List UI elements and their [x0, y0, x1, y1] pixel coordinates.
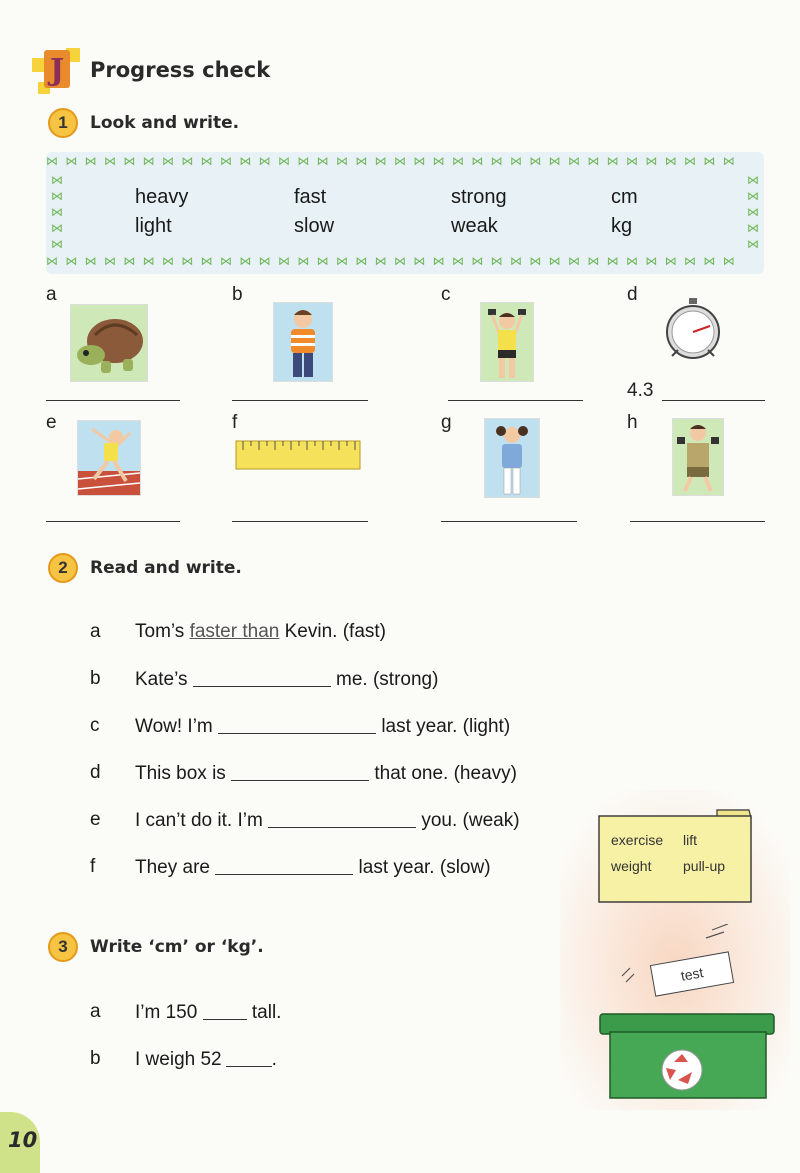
bow-border-right: ⋈ ⋈ ⋈ ⋈ ⋈ — [747, 173, 759, 251]
item-d-time: 4.3 — [627, 380, 654, 401]
sentence-2c-before: Wow! I’m — [135, 716, 213, 737]
answer-blank-3b[interactable] — [226, 1048, 272, 1067]
ruler-picture — [235, 440, 361, 470]
item-h-label: h — [627, 412, 638, 433]
page-number: 10 — [8, 1128, 38, 1152]
answer-line-c[interactable] — [448, 400, 583, 401]
sentence-2a-example-answer: faster than — [189, 621, 280, 642]
exercise-1-heading: Look and write. — [90, 113, 240, 133]
runner-picture — [77, 420, 141, 496]
folder-word-exercise: exercise — [611, 832, 664, 848]
word-weak: weak — [451, 215, 498, 237]
sentence-2e-after: you. (weak) — [421, 810, 520, 831]
exercise-1-number: 1 — [48, 108, 78, 138]
sentence-3b-after: . — [271, 1049, 277, 1070]
folder-word-lift: lift — [683, 832, 697, 848]
word-kg: kg — [611, 215, 633, 237]
stopwatch-picture — [664, 296, 722, 362]
page-title: Progress check — [90, 58, 271, 82]
sentence-2d-before: This box is — [135, 763, 226, 784]
sentence-2e-label: e — [90, 809, 101, 830]
item-b-label: b — [232, 284, 243, 305]
word-cm: cm — [611, 186, 638, 208]
sentence-3b-label: b — [90, 1048, 101, 1069]
sentence-2f-after: last year. (slow) — [358, 857, 491, 878]
section-letter: J — [49, 53, 65, 88]
exercise-3-number: 3 — [48, 932, 78, 962]
sentence-2a-after: Kevin. (fast) — [284, 621, 386, 642]
answer-line-f[interactable] — [232, 521, 368, 522]
sentence-2b-label: b — [90, 668, 101, 689]
word-fast: fast — [294, 186, 327, 208]
answer-blank-2c[interactable] — [218, 715, 376, 734]
word-slow: slow — [294, 215, 335, 237]
tortoise-picture — [70, 304, 148, 382]
exercise-3-heading: Write ‘cm’ or ‘kg’. — [90, 937, 264, 957]
answer-line-a[interactable] — [46, 400, 180, 401]
answer-line-e[interactable] — [46, 521, 180, 522]
item-a-label: a — [46, 284, 57, 305]
sentence-2b-after: me. (strong) — [336, 669, 439, 690]
answer-line-h[interactable] — [630, 521, 765, 522]
word-folder — [597, 808, 753, 904]
item-d-label: d — [627, 284, 638, 305]
section-j-badge — [32, 44, 80, 96]
folder-word-weight: weight — [611, 858, 652, 874]
item-f-label: f — [232, 412, 238, 433]
sentence-3b-before: I weigh 52 — [135, 1049, 222, 1070]
sentence-3a-label: a — [90, 1001, 101, 1022]
answer-blank-3a[interactable] — [203, 1001, 247, 1020]
sentence-2a-before: Tom’s — [135, 621, 185, 642]
word-strong: strong — [451, 186, 507, 208]
sentence-2c-after: last year. (light) — [381, 716, 511, 737]
answer-blank-2e[interactable] — [268, 809, 416, 828]
test-paper-note: test — [650, 951, 734, 996]
item-e-label: e — [46, 412, 57, 433]
item-g-label: g — [441, 412, 452, 433]
word-light: light — [135, 215, 172, 237]
sentence-2b-before: Kate’s — [135, 669, 188, 690]
sentence-3a-after: tall. — [251, 1002, 282, 1023]
bow-border-bottom: ⋈ ⋈ ⋈ ⋈ ⋈ ⋈ ⋈ ⋈ ⋈ ⋈ ⋈ ⋈ ⋈ ⋈ ⋈ ⋈ ⋈ ⋈ ⋈ ⋈ ⋈ ⋈ ⋈ ⋈ ⋈ ⋈ ⋈ ⋈ ⋈ ⋈ ⋈ ⋈ ⋈ ⋈ ⋈ ⋈ — [46, 254, 737, 268]
exercise-2-heading: Read and write. — [90, 558, 242, 578]
girl-standing-picture — [484, 418, 540, 498]
bow-border-top: ⋈ ⋈ ⋈ ⋈ ⋈ ⋈ ⋈ ⋈ ⋈ ⋈ ⋈ ⋈ ⋈ ⋈ ⋈ ⋈ ⋈ ⋈ ⋈ ⋈ ⋈ ⋈ ⋈ ⋈ ⋈ ⋈ ⋈ ⋈ ⋈ ⋈ ⋈ ⋈ ⋈ ⋈ ⋈ ⋈ — [46, 154, 737, 168]
answer-line-b[interactable] — [232, 400, 368, 401]
sentence-2e-before: I can’t do it. I’m — [135, 810, 263, 831]
answer-blank-2b[interactable] — [193, 668, 331, 687]
boy-straining-picture — [672, 418, 724, 496]
folder-shape — [597, 808, 753, 904]
sentence-3a-before: I’m 150 — [135, 1002, 198, 1023]
sentence-2f-label: f — [90, 856, 96, 877]
bow-border-left: ⋈ ⋈ ⋈ ⋈ ⋈ — [51, 173, 63, 251]
sentence-2d-label: d — [90, 762, 101, 783]
girl-lifting-picture — [480, 302, 534, 382]
word-heavy: heavy — [135, 186, 189, 208]
sentence-2f-before: They are — [135, 857, 210, 878]
boy-picture — [273, 302, 333, 382]
sentence-2d-after: that one. (heavy) — [374, 763, 517, 784]
answer-line-g[interactable] — [441, 521, 577, 522]
exercise-2-number: 2 — [48, 553, 78, 583]
recycling-bin — [598, 1010, 778, 1100]
item-c-label: c — [441, 284, 451, 305]
answer-line-d[interactable] — [662, 400, 765, 401]
answer-blank-2f[interactable] — [215, 856, 353, 875]
sentence-2a-label: a — [90, 621, 101, 642]
answer-blank-2d[interactable] — [231, 762, 369, 781]
folder-word-pull-up: pull-up — [683, 858, 726, 874]
word-bank — [46, 152, 764, 274]
sentence-2c-label: c — [90, 715, 100, 736]
